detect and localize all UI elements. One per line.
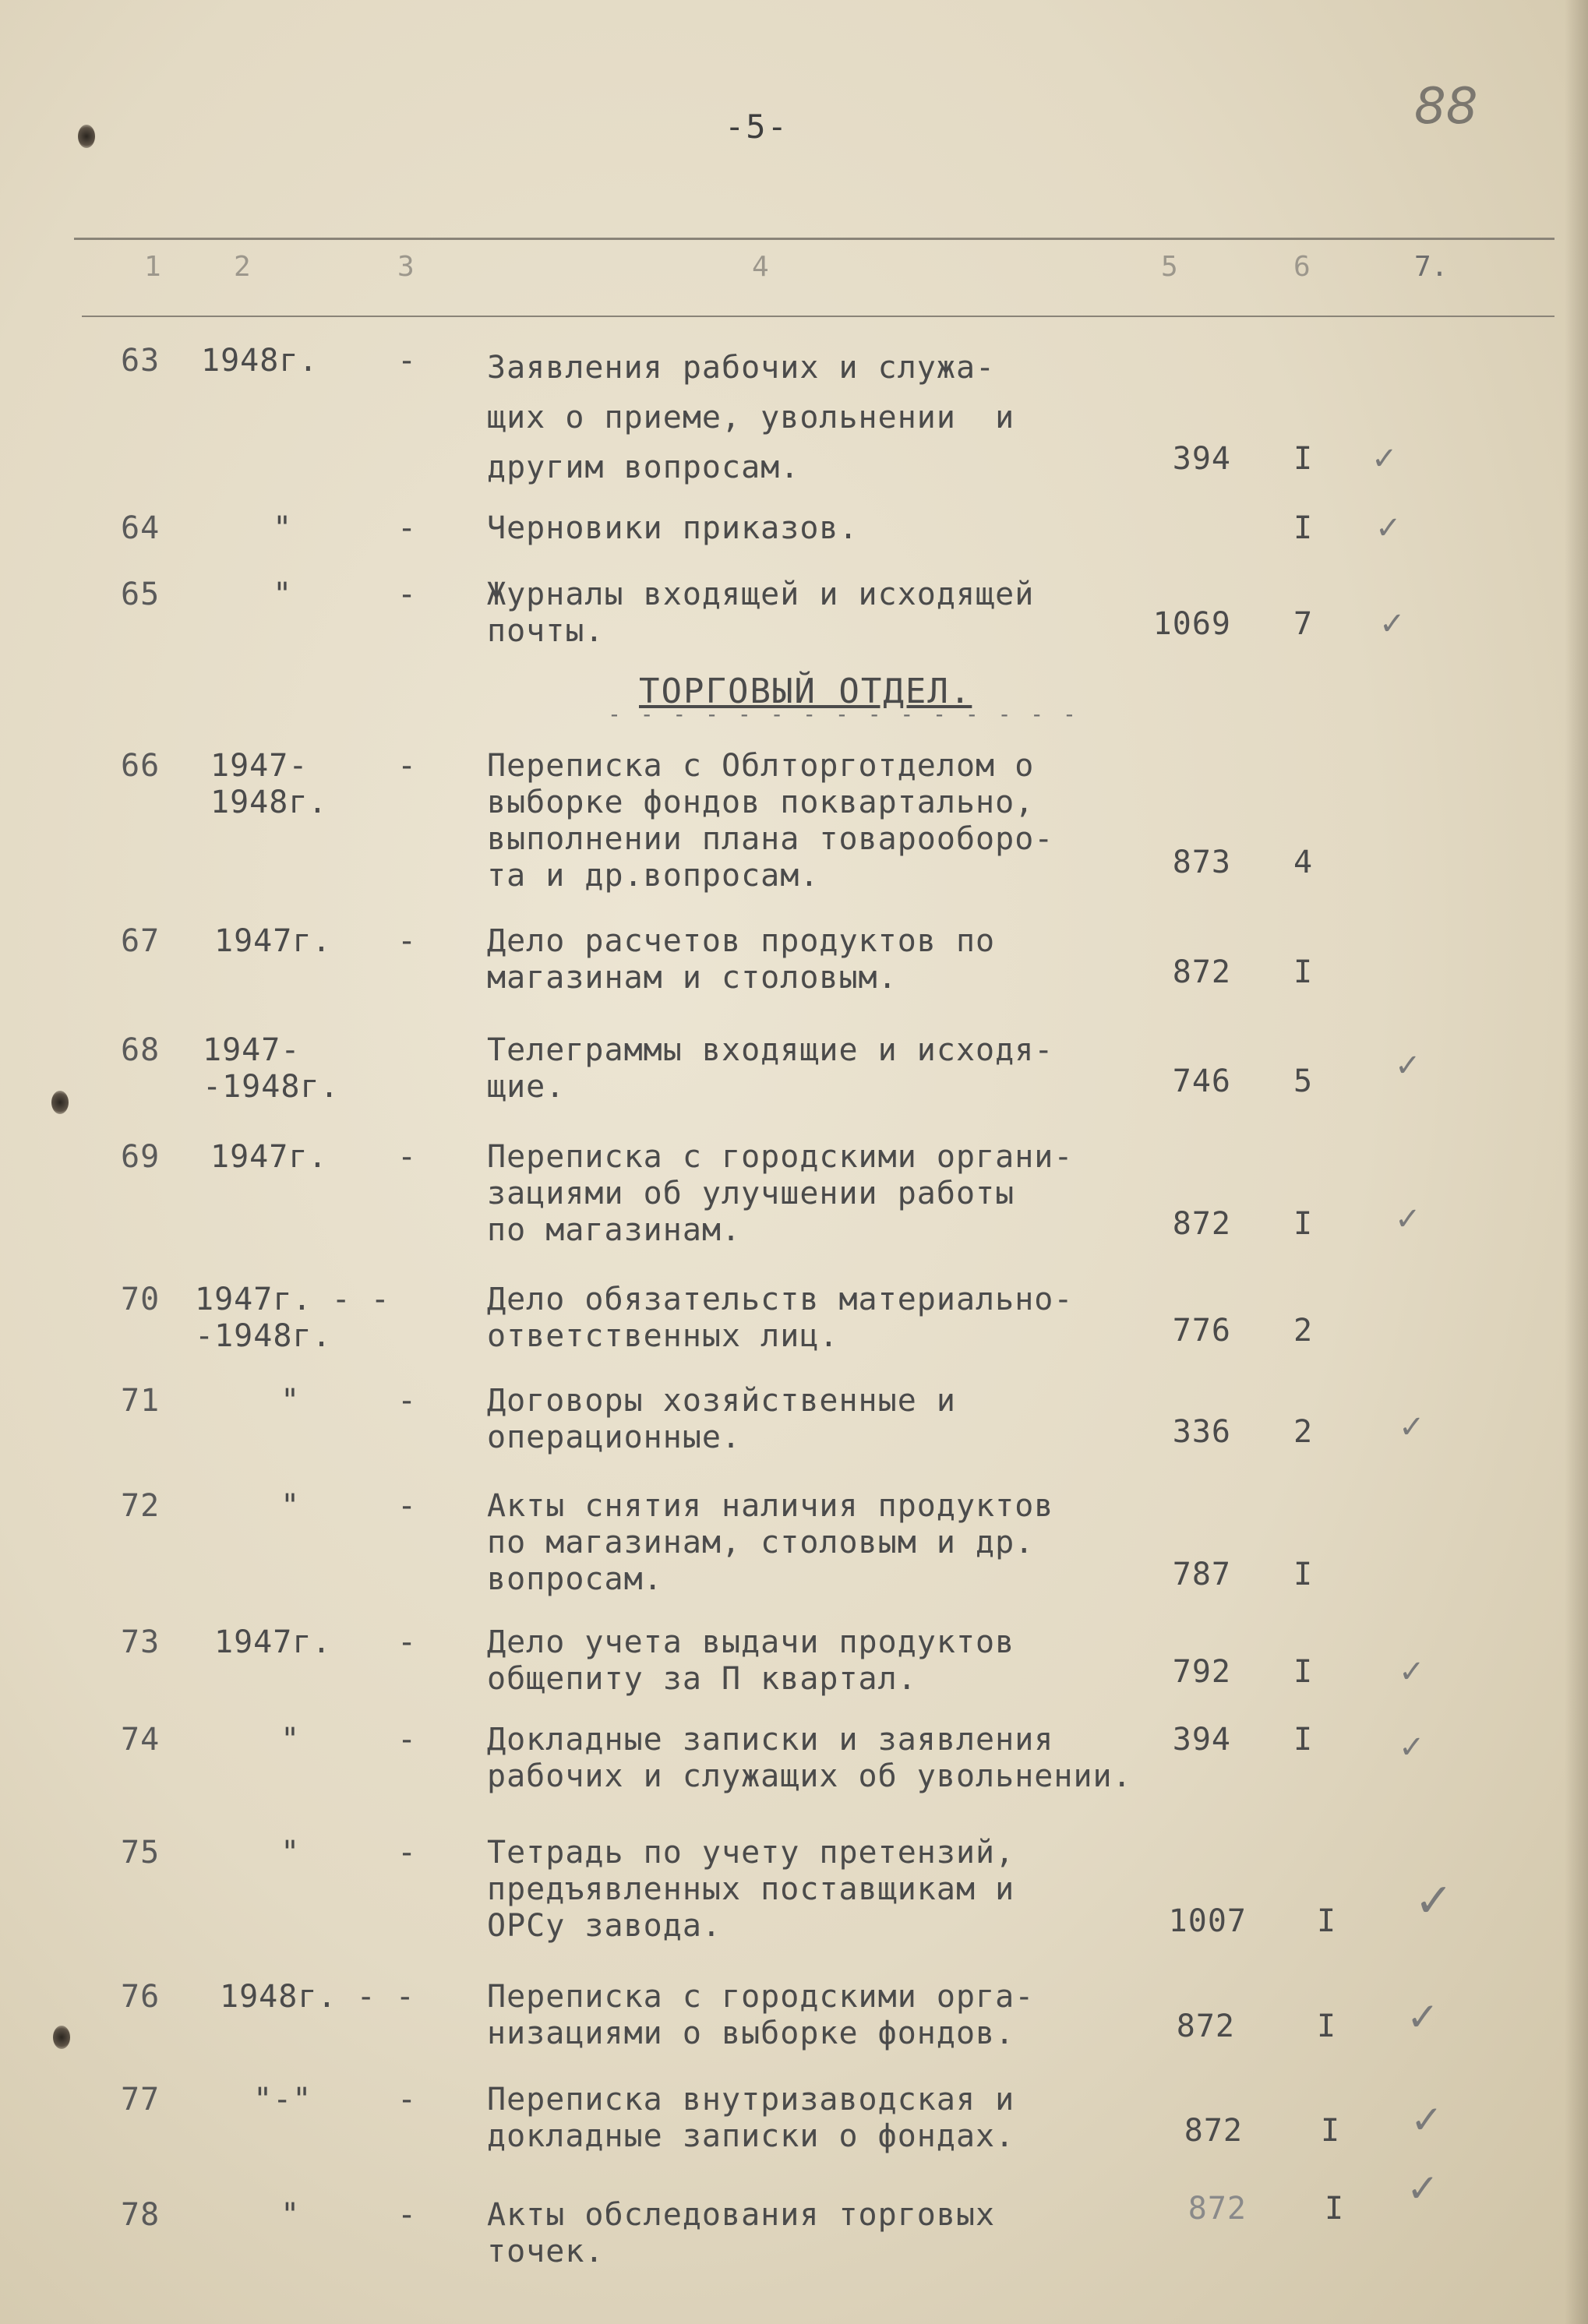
row-title: Дело расчетов продуктов по магазинам и столовым. bbox=[487, 923, 996, 996]
row-title: Переписка внутризаводская и докладные записки о фондах. bbox=[487, 2082, 1015, 2154]
row-dash: - bbox=[397, 510, 418, 546]
row-title: Черновики приказов. bbox=[487, 510, 859, 546]
row-sheets: I bbox=[1293, 441, 1314, 477]
column-number: 6 bbox=[1293, 251, 1311, 283]
page-edge-shadow bbox=[1565, 0, 1588, 2324]
binding-hole bbox=[78, 125, 95, 148]
row-dash: - bbox=[397, 1488, 418, 1524]
row-number: 67 bbox=[121, 923, 161, 959]
row-count: 872 bbox=[1187, 2191, 1247, 2227]
row-dash: - bbox=[397, 1139, 418, 1175]
row-sheets: I bbox=[1325, 2191, 1345, 2227]
check-mark: ✓ bbox=[1395, 1048, 1421, 1084]
row-sheets: 7 bbox=[1293, 606, 1314, 642]
row-count: 872 bbox=[1172, 1206, 1231, 1242]
check-mark: ✓ bbox=[1375, 510, 1402, 546]
row-number: 66 bbox=[121, 748, 161, 784]
archive-sheet-number: 88 bbox=[1414, 78, 1478, 136]
row-number: 64 bbox=[121, 510, 161, 546]
check-mark: ✓ bbox=[1399, 1654, 1425, 1690]
row-number: 71 bbox=[121, 1383, 161, 1419]
row-date: 1947г. - - -1948г. bbox=[195, 1282, 390, 1354]
row-date: " bbox=[242, 1488, 301, 1524]
row-sheets: 2 bbox=[1293, 1414, 1314, 1450]
row-number: 76 bbox=[121, 1979, 161, 2015]
row-number: 68 bbox=[121, 1032, 161, 1068]
row-sheets: I bbox=[1317, 2008, 1337, 2044]
row-count: 873 bbox=[1172, 845, 1231, 880]
row-number: 75 bbox=[121, 1835, 161, 1871]
row-dash: - bbox=[397, 2082, 418, 2118]
row-sheets: I bbox=[1293, 1654, 1314, 1690]
row-title: Телеграммы входящие и исходя- щие. bbox=[487, 1032, 1054, 1105]
column-number: 2 bbox=[234, 251, 251, 283]
row-count: 1069 bbox=[1152, 606, 1231, 642]
row-count: 872 bbox=[1184, 2113, 1243, 2149]
row-sheets: I bbox=[1321, 2113, 1341, 2149]
row-title: Переписка с городскими орга- низациями о выборке фондов. bbox=[487, 1979, 1035, 2051]
row-number: 72 bbox=[121, 1488, 161, 1524]
row-sheets: I bbox=[1293, 1557, 1314, 1592]
row-dash: - bbox=[397, 1835, 418, 1871]
check-mark: ✓ bbox=[1406, 2166, 1439, 2211]
row-dash: - bbox=[397, 1722, 418, 1758]
row-date: 1947- 1948г. bbox=[210, 748, 328, 820]
row-sheets: I bbox=[1293, 510, 1314, 546]
binding-hole bbox=[53, 2026, 70, 2049]
row-title: Заявления рабочих и служа- щих о приеме, увольнении и другим вопросам. bbox=[487, 350, 1015, 485]
row-count: 872 bbox=[1172, 954, 1231, 990]
row-count: 1007 bbox=[1168, 1903, 1247, 1939]
row-number: 70 bbox=[121, 1282, 161, 1317]
row-date: " bbox=[234, 510, 293, 546]
check-mark: ✓ bbox=[1371, 441, 1398, 477]
row-dash: - bbox=[397, 1624, 418, 1660]
row-count: 872 bbox=[1176, 2008, 1235, 2044]
column-number: 1 bbox=[144, 251, 161, 283]
row-date: 1948г. - - bbox=[220, 1979, 415, 2015]
row-sheets: 2 bbox=[1293, 1313, 1314, 1349]
row-date: 1947г. bbox=[214, 1624, 332, 1660]
row-title: Переписка с городскими органи- зациями об улучшении работы по магазинам. bbox=[487, 1139, 1074, 1248]
row-number: 69 bbox=[121, 1139, 161, 1175]
row-date: " bbox=[242, 1722, 301, 1758]
check-mark: ✓ bbox=[1410, 2097, 1443, 2142]
row-number: 78 bbox=[121, 2197, 161, 2233]
row-count: 776 bbox=[1172, 1313, 1231, 1349]
row-count: 336 bbox=[1172, 1414, 1231, 1450]
row-number: 73 bbox=[121, 1624, 161, 1660]
check-mark: ✓ bbox=[1379, 606, 1406, 642]
page-number: -5- bbox=[725, 108, 789, 146]
table-header-rule bbox=[82, 316, 1554, 317]
row-dash: - bbox=[397, 748, 418, 784]
row-sheets: 5 bbox=[1293, 1063, 1314, 1099]
row-title: Акты снятия наличия продуктов по магазинам, столовым и др. вопросам. bbox=[487, 1488, 1054, 1597]
row-title: Дело обязательств материально- ответственных лиц. bbox=[487, 1282, 1074, 1354]
row-number: 65 bbox=[121, 577, 161, 612]
row-date: " bbox=[242, 1835, 301, 1871]
row-title: Журналы входящей и исходящей почты. bbox=[487, 577, 1035, 649]
row-title: Договоры хозяйственные и операционные. bbox=[487, 1383, 956, 1455]
row-count: 792 bbox=[1172, 1654, 1231, 1690]
row-dash: - bbox=[397, 2197, 418, 2233]
row-date: " bbox=[242, 2197, 301, 2233]
row-dash: - bbox=[397, 923, 418, 959]
column-number: 4 bbox=[752, 251, 769, 283]
row-sheets: I bbox=[1317, 1903, 1337, 1939]
row-date: 1947- -1948г. bbox=[203, 1032, 340, 1105]
check-mark: ✓ bbox=[1406, 1994, 1439, 2040]
check-mark: ✓ bbox=[1399, 1409, 1425, 1445]
row-date: "-" bbox=[234, 2082, 312, 2118]
binding-hole bbox=[51, 1091, 69, 1114]
section-title-underline: - - - - - - - - - - - - - - - bbox=[608, 701, 1079, 727]
row-date: 1947г. bbox=[214, 923, 332, 959]
row-dash: - bbox=[397, 577, 418, 612]
row-count: 394 bbox=[1172, 441, 1231, 477]
row-sheets: I bbox=[1293, 954, 1314, 990]
section-title: ТОРГОВЫЙ ОТДЕЛ. bbox=[639, 672, 972, 711]
row-number: 77 bbox=[121, 2082, 161, 2118]
row-date: 1948г. bbox=[201, 343, 319, 379]
table-top-rule bbox=[74, 238, 1554, 240]
row-sheets: 4 bbox=[1293, 845, 1314, 880]
row-number: 74 bbox=[121, 1722, 161, 1758]
row-title: Переписка с Облторготделом о выборке фондов поквартально, выполнении плана товарооборо- та и др.вопросам. bbox=[487, 748, 1054, 894]
check-mark: ✓ bbox=[1414, 1874, 1454, 1928]
row-sheets: I bbox=[1293, 1206, 1314, 1242]
row-count: 787 bbox=[1172, 1557, 1231, 1592]
row-title: Дело учета выдачи продуктов общепиту за П квартал. bbox=[487, 1624, 1015, 1697]
row-date: " bbox=[242, 1383, 301, 1419]
row-count: 746 bbox=[1172, 1063, 1231, 1099]
row-dash: - bbox=[397, 1383, 418, 1419]
row-date: " bbox=[234, 577, 293, 612]
row-date: 1947г. bbox=[210, 1139, 328, 1175]
check-mark: ✓ bbox=[1399, 1730, 1425, 1765]
column-number: 3 bbox=[397, 251, 415, 283]
column-number: 5 bbox=[1161, 251, 1178, 283]
row-number: 63 bbox=[121, 343, 161, 379]
row-title: Акты обследования торговых точек. bbox=[487, 2197, 996, 2269]
row-title: Тетрадь по учету претензий, предъявленных поставщикам и ОРСу завода. bbox=[487, 1835, 1015, 1944]
row-sheets: I bbox=[1293, 1722, 1314, 1758]
column-number: 7. bbox=[1414, 251, 1449, 283]
row-count: 394 bbox=[1172, 1722, 1231, 1758]
row-title: Докладные записки и заявления рабочих и служащих об увольнении. bbox=[487, 1722, 1132, 1794]
row-dash: - bbox=[397, 343, 418, 379]
check-mark: ✓ bbox=[1395, 1201, 1421, 1237]
